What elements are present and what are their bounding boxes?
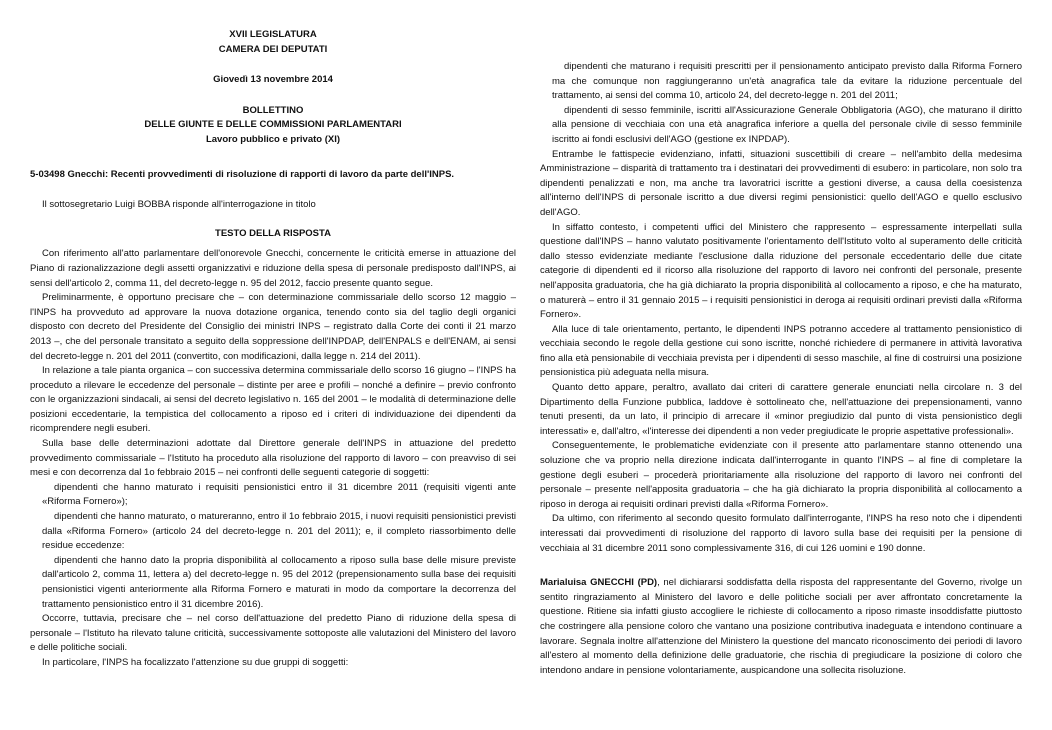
- left-paragraph: dipendenti che hanno maturato, o matureranno, entro il 1o febbraio 2015, i nuovi requisiti pensionistici previsti dalla «Riforma Fornero» (articolo 24 del decreto-legge n. 201 del 2011); e, il completo riassorbimento delle residue eccedenze:: [42, 511, 516, 552]
- right-paragraph: Da ultimo, con riferimento al secondo quesito formulato dall'interrogante, l'INPS ha reso noto che i dipendenti interessati dai provvedimenti di risoluzione del rapporto di lavoro sulla base dei requisiti per la pensione di vecchiaia al 31 dicembre 2011 sono complessivamente 316, di cui 126 uomini e 190 donne.: [540, 513, 1022, 554]
- left-paragraph: Preliminarmente, è opportuno precisare che – con determinazione commissariale dello scorso 12 maggio – l'INPS ha provveduto ad approvare la nuova dotazione organica, tenendo conto sia del taglio degli organici disposto con decreto del Presidente del Consiglio dei ministri INPS – registrato dalla Corte dei conti il 21 marzo 2013 –, che del personale transitato a seguito della soppressione dell'INPDAP, dell'ENPALS e dell'ENAM, ai sensi del decreto-legge n. 201 del 2011 (convertito, con modificazioni, dalla legge n. 214 del 2011).: [30, 292, 516, 362]
- left-paragraph: dipendenti che hanno dato la propria disponibilità al collocamento a riposo sulla base delle misure previste dall'articolo 2, comma 11, lettera a) del decreto-legge n. 95 del 2012 (prepensionamento sulla base dei requisiti pensionistici vigenti anteriormente alla Riforma Fornero e maturati in modo da comportare la decorrenza del trattamento pensionistico entro il 31 dicembre 2016).: [42, 554, 516, 610]
- right-paragraph: dipendenti di sesso femminile, iscritti all'Assicurazione Generale Obbligatoria (AGO), che maturano il diritto alla pensione di vecchiaia con una età anagrafica inferiore a quella del personale civile di sesso femminile iscritto ai fondi esclusivi dell'AGO (gestione ex INPDAP).: [552, 104, 1022, 145]
- reply-speaker: Marialuisa GNECCHI (PD): [540, 577, 658, 589]
- right-paragraph: Conseguentemente, le problematiche evidenziate con il presente atto parlamentare stanno ottenendo una soluzione che va proprio nella direzione indicata dall'interrogante in quanto l'INPS – al fine di completare la gestione degli esuberi – procederà prioritariamente alla risoluzione del rapporto di lavoro nei confronti del personale – presente nell'apposita graduatoria – che ha già dichiarato la propria disponibilità al collocamento a riposo in deroga ai requisiti ordinari previsti dalla «Riforma Fornero».: [540, 440, 1022, 510]
- left-paragraph: dipendenti che hanno maturato i requisiti pensionistici entro il 31 dicembre 2011 (requisiti vigenti ante «Riforma Fornero»);: [42, 481, 516, 508]
- left-paragraph: Occorre, tuttavia, precisare che – nel corso dell'attuazione del predetto Piano di riduzione della spesa di personale – l'Istituto ha rilevato talune criticità, successivamente sottoposte alle valutazioni del Ministero del lavoro e delle politiche sociali.: [30, 613, 516, 654]
- question-intro: Il sottosegretario Luigi BOBBA risponde all'interrogazione in titolo: [42, 199, 316, 211]
- answer-heading: TESTO DELLA RISPOSTA: [215, 227, 331, 239]
- right-body: [540, 60, 1022, 556]
- left-paragraph: Sulla base delle determinazioni adottate dal Direttore generale dell'INPS in attuazione del predetto provvedimento commissariale – l'Istituto ha proceduto alla risoluzione del rapporto di lavoro – con preavviso di sei mesi e con decorrenza dal 1o febbraio 2015 – nei confronti delle seguenti categorie di soggetti:: [30, 438, 516, 479]
- left-column: [30, 0, 516, 671]
- bulletin-heading: BOLLETTINO: [242, 104, 304, 116]
- reply-text: , nel dichiararsi soddisfatta della risposta del rappresentante del Governo, rivolge un sentito ringraziamento al Ministero del lavoro e delle politiche sociali per aver affrontato concretamente la questione. Ritiene sia infatti giusto accogliere le richieste di collocamento a riposo rimaste insoddisfatte piuttosto che costringere alla pensione coloro che vantano una posizione contributiva inadeguata e intendono continuare a lavorare. Segnala inoltre all'attenzione del Ministero la questione del mancato riconoscimento dei periodi di lavoro all'estero al momento della definizione delle graduatorie, che rischia di pregiudicare la posizione di coloro che intendono andare in pensione volontariamente, auspicandone una sollecita risoluzione.: [540, 577, 1022, 676]
- right-paragraph: Alla luce di tale orientamento, pertanto, le dipendenti INPS potranno accedere al trattamento pensionistico di vecchiaia secondo le regole della gestione cui sono iscritte, nonché richiedere di permanere in attività lavorativa fino alla età pensionabile di vecchiaia prevista per i dipendenti di sesso maschile, al fine di costruirsi una posizione pensionistica più adeguata nella misura.: [540, 323, 1022, 379]
- right-paragraph: Entrambe le fattispecie evidenziano, infatti, situazioni suscettibili di creare – nell'ambito della medesima Amministrazione – disparità di trattamento tra i destinatari dei provvedimenti di esubero: in particolare, non solo tra dipendenti penalizzati e non, ma anche tra lavoratrici iscritte a gestioni diverse, a causa della coesistenza all'interno dell'INPS di personale iscritto a due diversi regimi pensionistici: quello dell'AGO e quello esclusivo dell'AGO.: [540, 148, 1022, 218]
- left-paragraph: Con riferimento all'atto parlamentare dell'onorevole Gnecchi, concernente le criticità emerse in attuazione del Piano di razionalizzazione degli assetti organizzativi e riduzione della spesa di personale predisposto dall'INPS, ai sensi dell'articolo 2, comma 11, del decreto-legge n. 95 del 2012, faccio presente quanto segue.: [30, 248, 516, 289]
- question-title: 5-03498 Gnecchi: Recenti provvedimenti di risoluzione di rapporti di lavoro da parte dell'INPS.: [30, 168, 455, 180]
- right-paragraph: Quanto detto appare, peraltro, avallato dai criteri di carattere generale enunciati nella circolare n. 3 del Dipartimento della Funzione pubblica, laddove è sottolineato che, nell'attuazione dei prepensionamenti, vanno tenuti presenti, da un lato, il principio di arrecare il «minor pregiudizio dal punto di vista pensionistico degli interessati» e, dall'altro, «l'interesse dei dipendenti a non veder pregiudicate le proprie aspettative professionali».: [540, 382, 1022, 437]
- right-paragraph: dipendenti che maturano i requisiti prescritti per il pensionamento anticipato previsto dalla Riforma Fornero ma che comunque non raggiungeranno un'età anagrafica tale da evitare la riduzione percentuale del trattamento, ai sensi del comma 10, articolo 24, del decreto-legge n. 201 del 2011;: [552, 61, 1022, 102]
- legislature-heading: XVII LEGISLATURA: [229, 29, 317, 40]
- right-column: [540, 0, 1022, 678]
- bulletin-subheading: DELLE GIUNTE E DELLE COMMISSIONI PARLAMENTARI: [144, 119, 402, 131]
- right-paragraph: In siffatto contesto, i competenti uffici del Ministero che rappresento – espressamente interpellati sulla questione dall'INPS – hanno valutato positivamente l'orientamento dell'Istituto volto al superamento delle criticità dallo stesso evidenziate mediante l'esclusione dalla riduzione del personale eccedentario delle due citate categorie di dipendenti ed il ricorso alla risoluzione del rapporto di lavoro nei confronti del personale, presente nell'apposita graduatoria, che ha già dichiarato la propria disponibilità al collocamento a riposo, e che ha maturato, o maturerà – entro il 31 gennaio 2015 – i requisiti pensionistici in deroga ai requisiti ordinari previsti dalla «Riforma Fornero».: [540, 221, 1022, 321]
- left-body: [30, 247, 516, 670]
- left-paragraph: In relazione a tale pianta organica – con successiva determina commissariale dello scorso 16 giugno – l'INPS ha proceduto a rilevare le eccedenze del personale – distinte per aree e profili – nonché a definire – previo confronto con le organizzazioni sindacali, ai sensi del decreto legislativo n. 165 del 2001 – le modalità di determinazione delle posizioni eccedentarie, la tempistica del collocamento a riposo ed i criteri di individuazione dei dipendenti da ricomprendere negli esuberi.: [30, 365, 516, 435]
- reply-paragraph: [540, 576, 1022, 678]
- date-heading: Giovedì 13 novembre 2014: [213, 74, 333, 86]
- commission-heading: Lavoro pubblico e privato (XI): [205, 133, 341, 145]
- left-paragraph: In particolare, l'INPS ha focalizzato l'attenzione su due gruppi di soggetti:: [42, 656, 349, 668]
- chamber-heading: CAMERA DEI DEPUTATI: [218, 43, 328, 55]
